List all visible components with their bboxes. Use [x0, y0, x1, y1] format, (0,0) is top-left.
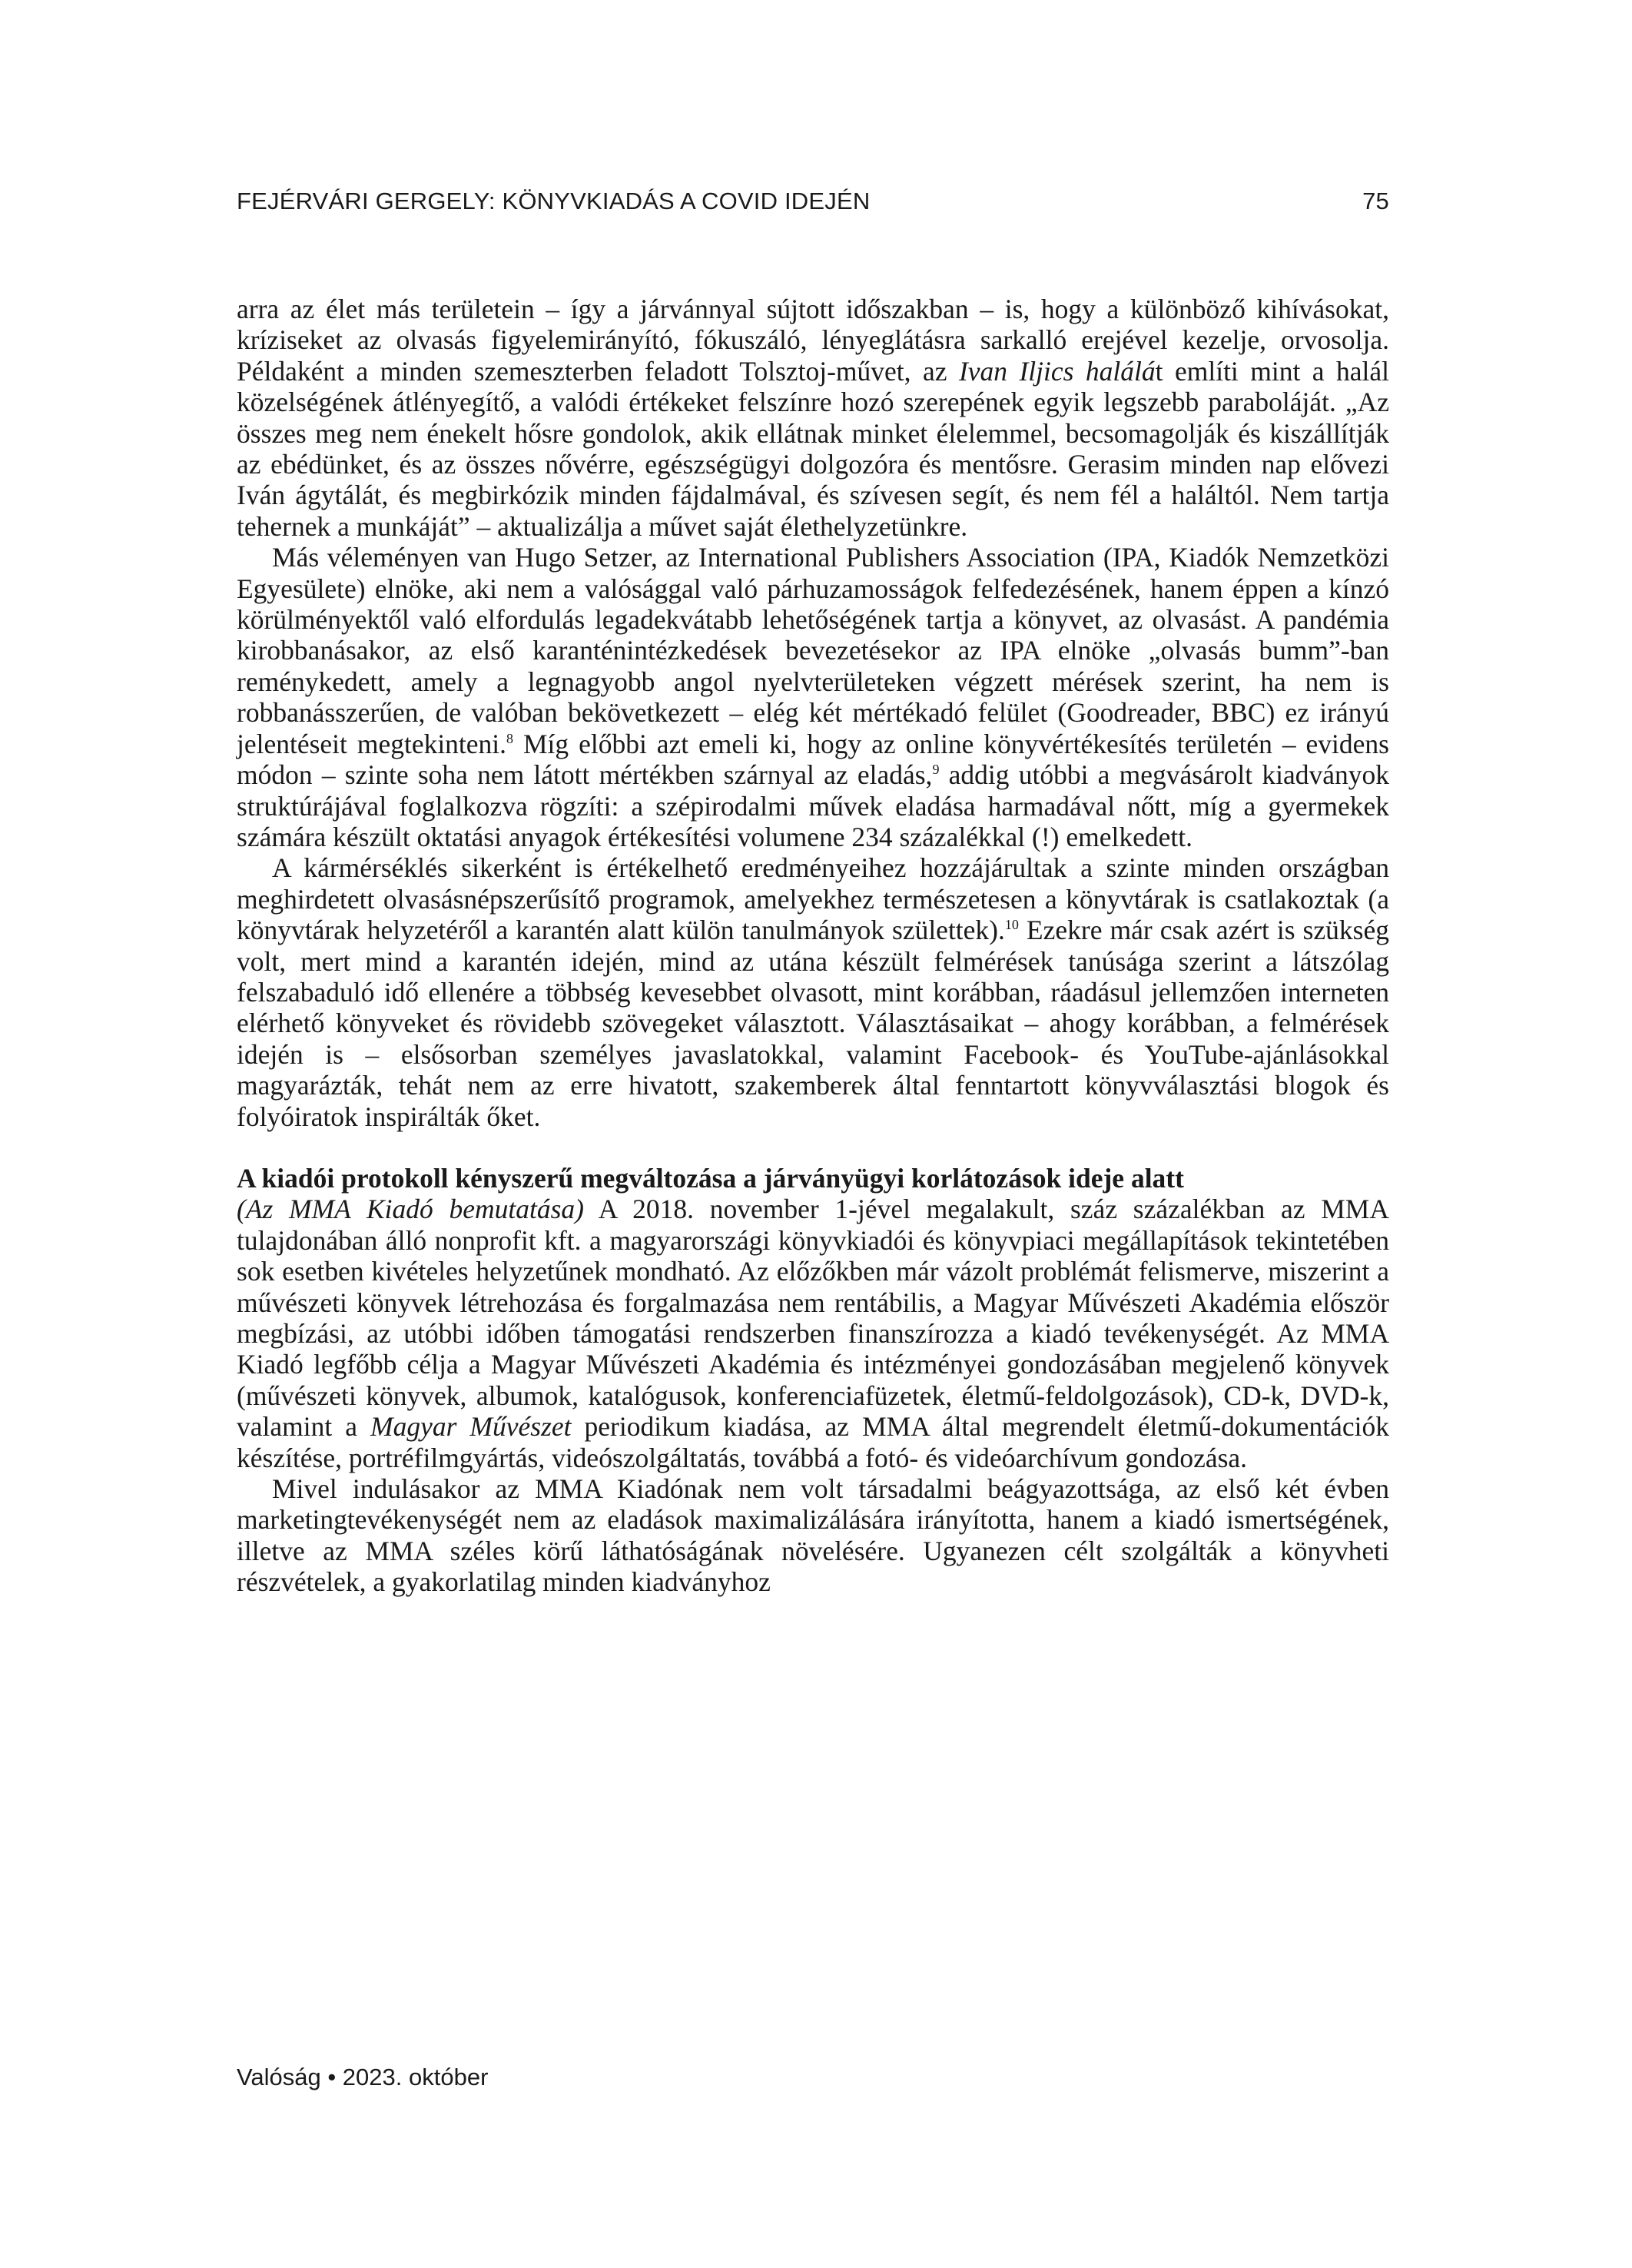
- text-run: periodikum kiadása, az MMA által megrendelt életmű-dokumentációk készítése, portréfilmgyártás, videószolgáltatás, továbbá a fotó- és videóarchívum gondozása.: [237, 1411, 1389, 1473]
- text-run: arra az élet más területein – így a járvánnyal sújtott időszakban – is, hogy a különböző kihívásokat, kríziseket az olvasás figyelemirányító, fókuszáló, lényeglátásra sarkalló erejével kezelje, orvosolja. Példaként a minden szemeszterben feladott Tolsztoj-művet, az: [237, 294, 1389, 387]
- paragraph: [237, 294, 1389, 542]
- text-run: Ezekre már csak azért is szükség volt, mert mind a karantén idején, mind az utána készült felmérések tanúsága szerint a látszólag felszabaduló idő ellenére a többség kevesebbet olvasott, mint korábban, ráadásul jellemzően interneten elérhető könyveket és rövidebb szövegeket választott. Választásaikat – ahogy korábban, a felmérések idején is – elsősorban személyes javaslatokkal, valamint Facebook- és YouTube-ajánlásokkal magyarázták, tehát nem az erre hivatott, szakemberek által fenntartott könyvválasztási blogok és folyóiratok inspirálták őket.: [237, 915, 1389, 1132]
- running-title: FEJÉRVÁRI GERGELY: KÖNYVKIADÁS A COVID IDEJÉN: [237, 188, 871, 214]
- italic-text: Ivan Iljics halálá: [958, 355, 1156, 387]
- footnote-ref: 8: [506, 730, 514, 746]
- paragraph: [237, 1473, 1389, 1598]
- text-run: Míg előbbi azt emeli ki, hogy az online könyvértékesítés területén – evidens módon – szinte soha nem látott mértékben szárnyal az eladás,: [237, 728, 1389, 791]
- italic-text: Magyar Művészet: [370, 1411, 572, 1443]
- text-run: Más véleményen van Hugo Setzer, az International Publishers Association (IPA, Kiadók Nemzetközi Egyesülete) elnöke, aki nem a valósággal való párhuzamosságok felfedezésének, hanem éppen a kínzó körülményektől való elfordulás legadekvátabb lehetőségének tartja a könyvet, az olvasást. A pandémia kirobbanásakor, az első karanténintézkedések bevezetésekor az IPA elnöke „olvasás bumm”-ban reménykedett, amely a legnagyobb angol nyelvterületeken végzett mérések szerint, ha nem is robbanásszerűen, de valóban bekövetkezett – elég két mértékadó felület (Goodreader, BBC) ez irányú jelentéseit megtekinteni.: [237, 542, 1389, 759]
- italic-text: (Az MMA Kiadó bemutatása): [237, 1194, 584, 1225]
- text-run: addig utóbbi a megvásárolt kiadványok struktúrájával foglalkozva rögzíti: a szépirodalmi művek eladása harmadával nőtt, míg a gyermekek számára készült oktatási anyagok értékesítési volumene 234 százalékkal (!) emelkedett.: [237, 759, 1389, 852]
- section-heading: [237, 1163, 1389, 1194]
- text-run: A 2018. november 1-jével megalakult, száz százalékban az MMA tulajdonában álló nonprofit kft. a magyarországi könyvkiadói és könyvpiaci megállapítások tekintetében sok esetben kivételes helyzetűnek mondható. Az előzőkben már vázolt problémát felismerve, miszerint a művészeti könyvek létrehozása és forgalmazása nem rentábilis, a Magyar Művészeti Akadémia először megbízási, az utóbbi időben támogatási rendszerben finanszírozza a kiadó tevékenységét. Az MMA Kiadó legfőbb célja a Magyar Művészeti Akadémia és intézményei gondozásában megjelenő könyvek (művészeti könyvek, albumok, katalógusok, konferenciafüzetek, életmű-feldolgozások), CD-k, DVD-k, valamint a: [237, 1194, 1389, 1443]
- running-header: [237, 188, 1389, 218]
- page-number: 75: [1362, 188, 1389, 214]
- text-run: t említi mint a halál közelségének átlényegítő, a valódi értékeket felszínre hozó szerepének egyik legszebb paraboláját. „Az összes meg nem énekelt hősre gondolok, akik ellátnak minket élelemmel, becsomagolják és kiszállítják az ebédünket, és az összes nővérre, egészségügyi dolgozóra és mentősre. Gerasim minden nap elővezi Iván ágytálát, és megbirkózik minden fájdalmával, és szívesen segít, és nem fél a haláltól. Nem tartja tehernek a munkáját” – aktualizálja a művet saját élethelyzetünkre.: [237, 355, 1389, 542]
- footnote-ref: 9: [932, 762, 940, 778]
- text-run: A kármérséklés sikerként is értékelhető eredményeihez hozzájárultak a szinte minden országban meghirdetett olvasásnépszerűsítő programok, amelyekhez természetesen a könyvtárak is csatlakoztak (a könyvtárak helyzetéről a karantén alatt külön tanulmányok születtek).: [237, 852, 1389, 946]
- paragraph: [237, 1194, 1389, 1473]
- footer-journal: Valóság • 2023. október: [237, 2064, 489, 2090]
- paragraph: [237, 542, 1389, 852]
- paragraph: [237, 852, 1389, 1132]
- text-run: Mivel indulásakor az MMA Kiadónak nem volt társadalmi beágyazottsága, az első két évben marketingtevékenységét nem az eladások maximalizálására irányította, hanem a kiadó ismertségének, illetve az MMA széles körű láthatóságának növelésére. Ugyanezen célt szolgálták a könyvheti részvételek, a gyakorlatilag minden kiadványhoz: [237, 1473, 1389, 1598]
- text-run: A kiadói protokoll kényszerű megváltozása a járványügyi korlátozások ideje alatt: [237, 1162, 1184, 1194]
- article-body: [237, 294, 1389, 1598]
- footnote-ref: 10: [1004, 917, 1019, 933]
